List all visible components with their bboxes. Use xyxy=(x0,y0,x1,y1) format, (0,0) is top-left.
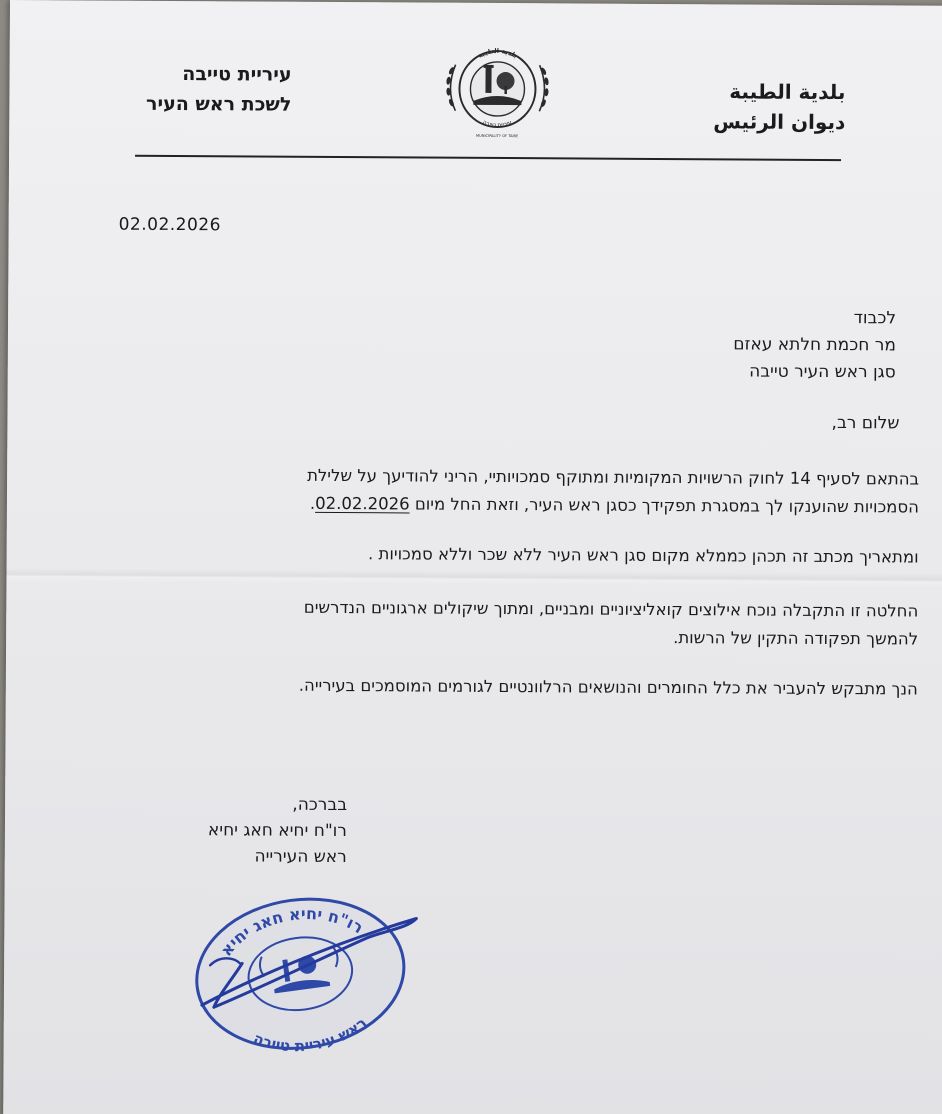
recipient-name: מר חכמת חלתא עאזם xyxy=(733,334,896,356)
paragraph-3 xyxy=(304,594,919,654)
crest-bottom-text: עיריית טייבה xyxy=(481,118,514,130)
closing-regards: בברכה, xyxy=(292,794,348,816)
letterhead-arabic xyxy=(699,76,845,137)
letterhead-arabic-line2: ديوان الرئيس xyxy=(713,109,846,135)
paragraph-1 xyxy=(307,462,919,522)
paper-fold xyxy=(6,568,942,588)
paragraph-3-line-2: להמשך תפקודה התקין של הרשות. xyxy=(673,628,919,649)
official-stamp-with-signature xyxy=(180,881,421,1062)
paragraph-1-line-2 xyxy=(307,490,919,522)
paragraph-1-line-2-text: הסמכויות שהוענקו לך במסגרת תפקידך כסגן ראש העיר, וזאת החל מיום xyxy=(409,494,919,517)
paragraph-4: הנך מתבקש להעביר את כלל החומרים והנושאים הרלוונטיים לגורמים המוסמכים בעירייה. xyxy=(298,675,918,699)
letterhead-hebrew xyxy=(129,59,291,120)
recipient-block xyxy=(733,304,896,386)
stamp-top-text: רו"ח יחיא חאג יחיא xyxy=(216,904,367,960)
letter-page xyxy=(3,0,942,1114)
header-divider xyxy=(135,155,841,161)
crest-top-text: بلدية الطيبة xyxy=(476,46,519,60)
paragraph-1-line-1: בהתאם לסעיף 14 לחוק הרשויות המקומיות ומתוקף סמכויותיי, הריני להודיעך על שלילת xyxy=(307,465,920,489)
letter-date: 02.02.2026 xyxy=(118,214,222,236)
effective-date: 02.02.2026 xyxy=(315,493,410,514)
paragraph-3-line-1: החלטה זו התקבלה נוכח אילוצים קואליציוניים ומבניים, ומתוך שיקולים ארגוניים הנדרשים xyxy=(303,597,919,621)
stamp-bottom-text: ראש עיריית טייבה xyxy=(250,1013,371,1056)
svg-text:עיריית טייבה xyxy=(481,119,513,129)
closing-block xyxy=(208,791,347,870)
paragraph-1-line-2-end: . xyxy=(309,493,316,513)
paragraph-2: ומתאריך מכתב זה תכהן כממלא מקום סגן ראש העיר ללא שכר וללא סמכויות . xyxy=(368,544,919,567)
greeting: שלום רב, xyxy=(831,413,900,434)
letterhead-hebrew-line1: עיריית טייבה xyxy=(182,63,292,86)
signatory-role: ראש העירייה xyxy=(254,846,347,868)
municipality-crest-logo xyxy=(441,41,554,142)
crest-english-text: MUNICIPALITY OF TAIBE xyxy=(476,133,519,139)
signatory-name: רו"ח יחיא חאג יחיא xyxy=(207,820,347,842)
letterhead-arabic-line1: بلدية الطيبة xyxy=(729,79,846,105)
recipient-title: סגן ראש העיר טייבה xyxy=(749,361,896,383)
recipient-salutation: לכבוד xyxy=(853,308,897,329)
letterhead-hebrew-line2: לשכת ראש העיר xyxy=(146,92,292,116)
svg-text:بلدية الطيبة xyxy=(477,47,519,60)
